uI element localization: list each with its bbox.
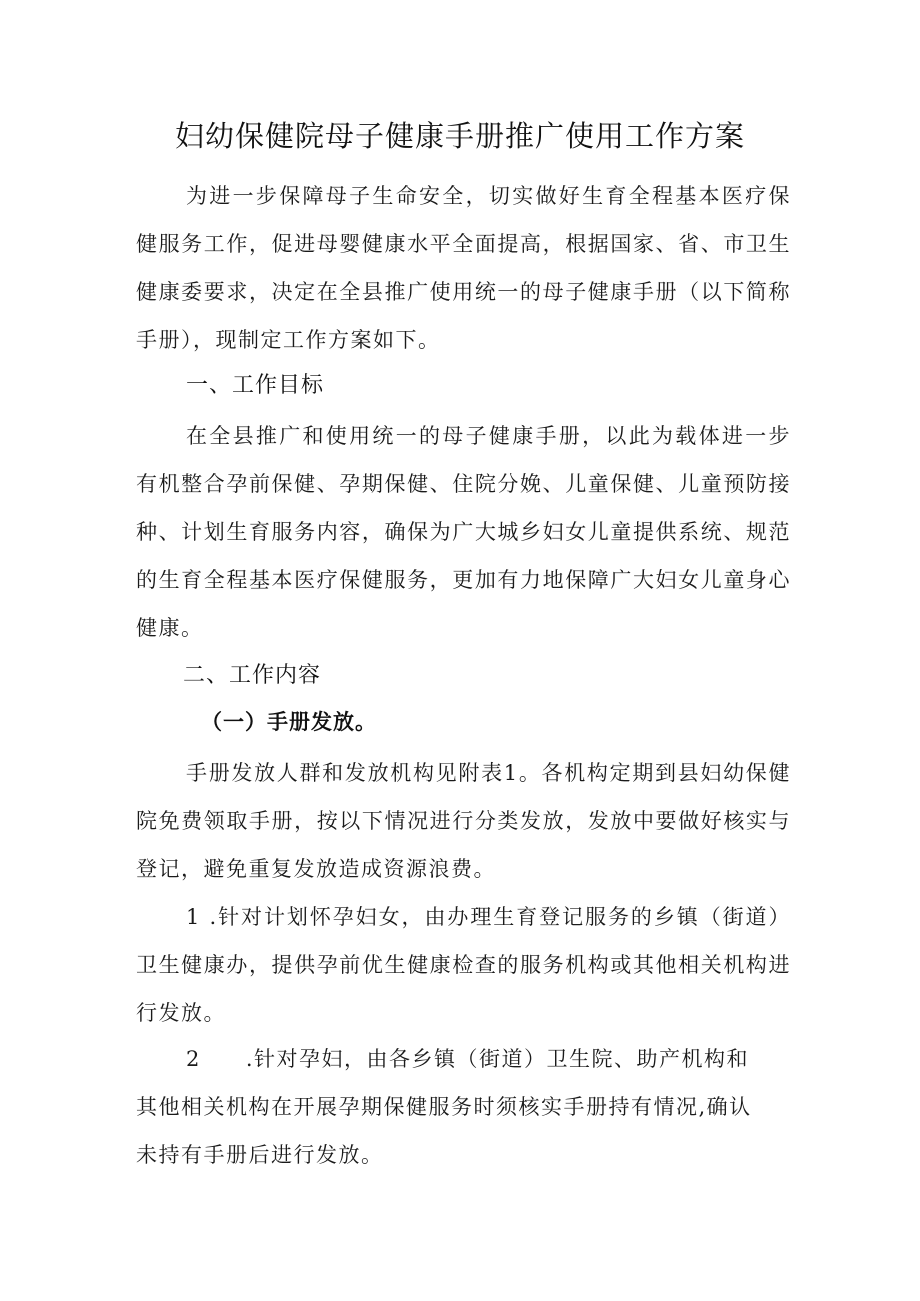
section-heading-content: 二、工作内容 <box>183 663 322 688</box>
page-title: 妇幼保健院母子健康手册推广使用工作方案 <box>174 119 745 153</box>
list-item-2-line-1: 2 .针对孕妇，由各乡镇（街道）卫生院、助产机构和 <box>186 1047 750 1071</box>
intro-paragraph: 为进一步保障母子生命安全，切实做好生育全程基本医疗保健服务工作，促进母婴健康水平全面提高，根据国家、省、市卫生健康委要求，决定在全县推广使用统一的母子健康手册（以下简称手册），现制定工作方案如下。 <box>136 184 791 352</box>
list-item-2-line-2: 其他相关机构在开展孕期保健服务时须核实手册持有情况,确认 <box>136 1095 752 1119</box>
list-item-2-line-3: 未持有手册后进行发放。 <box>136 1143 384 1167</box>
list-item-1: 1 .针对计划怀孕妇女，由办理生育登记服务的乡镇（街道）卫生健康办，提供孕前优生健康检查的服务机构或其他相关机构进行发放。 <box>136 905 791 1025</box>
goals-paragraph: 在全县推广和使用统一的母子健康手册，以此为载体进一步有机整合孕前保健、孕期保健、住院分娩、儿童保健、儿童预防接种、计划生育服务内容，确保为广大城乡妇女儿童提供系统、规范的生育全程基本医疗保健服务，更加有力地保障广大妇女儿童身心健康。 <box>136 424 791 640</box>
section-heading-goals: 一、工作目标 <box>186 373 325 398</box>
subsection-heading-distribution: （一）手册发放。 <box>201 710 377 734</box>
distribution-paragraph: 手册发放人群和发放机构见附表1。各机构定期到县妇幼保健院免费领取手册，按以下情况进行分类发放，发放中要做好核实与登记，避免重复发放造成资源浪费。 <box>136 761 791 881</box>
